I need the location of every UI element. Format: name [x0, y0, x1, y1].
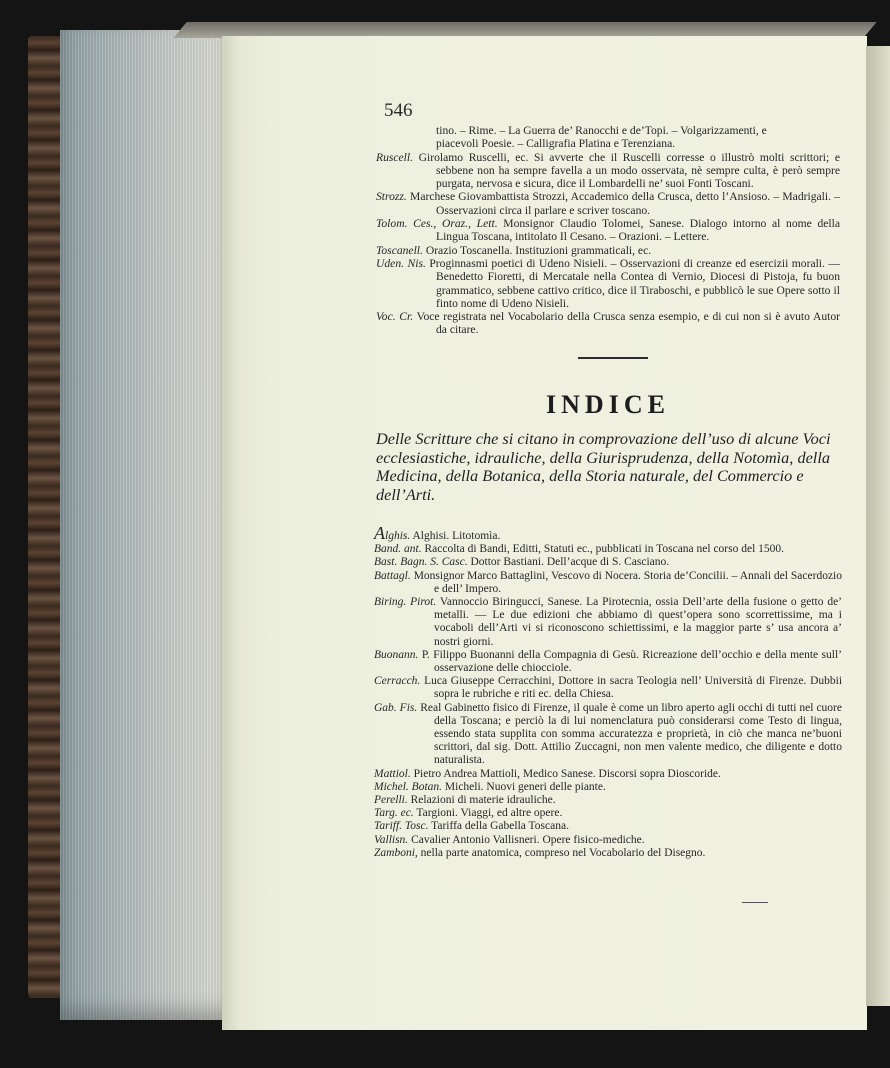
entry-abbreviation: Ruscell.	[376, 150, 414, 164]
entry-text: Proginnasmi poetici di Udeno Nisieli. – Osservazioni di creanze ed esercizii morali. — Benedetto Fioretti, di Mercatale nella Contea di Vernio, Diocesi di Pistoja, fu buon grammatico, sebbene cattivo critico, dice il Tiraboschi, e pubblicò le sue Opere sotto il finto nome di Udeno Nisieli.	[429, 256, 840, 310]
entry-abbreviation: Mattiol.	[374, 767, 411, 780]
index-entry	[374, 675, 842, 701]
entry-abbreviation: Band. ant.	[374, 543, 422, 556]
section-rule	[578, 357, 648, 359]
index-entry	[374, 768, 842, 781]
top-entries	[376, 124, 840, 337]
index-entry	[376, 190, 840, 217]
index-entry-list	[374, 523, 843, 860]
index-entry	[376, 257, 840, 310]
entry-abbreviation: Targ. ec.	[374, 807, 414, 820]
index-entries	[374, 523, 843, 860]
entry-abbreviation: Cerracch.	[374, 675, 421, 688]
index-entry	[376, 244, 840, 257]
entry-text: Marchese Giovambattista Strozzi, Accademico della Crusca, detto l’Ansioso. – Madrigali. – Osservazioni circa il parlare e scriver toscano.	[410, 190, 840, 217]
section-subtitle: Delle Scritture che si citano in comprovazione dell’uso di alcune Voci ecclesiastiche, idrauliche, della Giurisprudenza, della Notomìa, della Medicina, della Botanica, della Storia naturale, del Commercio e dell’Arti.	[376, 429, 831, 504]
entry-abbreviation: Zamboni,	[374, 846, 418, 859]
index-entry	[374, 556, 842, 569]
entry-text: Monsignor Marco Battaglini, Vescovo di Nocera. Storia de’Concilii. – Annali del Sacerdozio e dell’ Impero.	[413, 569, 842, 595]
entry-text: Dottor Bastiani. Dell’acque di S. Casciano.	[470, 556, 670, 569]
entry-abbreviation: Battagl.	[374, 569, 411, 582]
entry-abbreviation: Michel. Botan.	[374, 780, 443, 793]
entry-text: Pietro Andrea Mattioli, Medico Sanese. Discorsi sopra Dioscoride.	[413, 767, 721, 780]
page-mark	[742, 902, 768, 903]
entry-abbreviation: Biring. Pirot.	[374, 596, 437, 609]
entry-abbreviation: Tolom. Ces., Oraz., Lett.	[376, 217, 498, 231]
entry-abbreviation: Uden. Nis.	[376, 256, 426, 270]
entry-abbreviation: Bast. Bagn. S. Casc.	[374, 556, 468, 569]
entry-abbreviation: Vallisn.	[374, 833, 409, 846]
page-edges	[60, 30, 230, 1020]
index-entry	[374, 570, 842, 596]
index-entry	[376, 151, 840, 191]
entry-initial: A	[374, 523, 385, 543]
entry-text: Orazio Toscanella. Instituzioni grammaticali, ec.	[425, 243, 652, 257]
entry-text: P. Filippo Buonanni della Compagnia di Gesù. Ricreazione dell’occhio e della mente sull’ osservazione delle chiocciole.	[421, 648, 843, 675]
entry-text: Monsignor Claudio Tolomei, Sanese. Dialogo intorno al nome della Lingua Toscana, intitolato Il Cesano. – Orazioni. – Lettere.	[436, 217, 840, 244]
entry-text: Real Gabinetto fisico di Firenze, il quale è come un libro aperto agli occhi di tutti nel cuore della Toscana; e perciò la di lui nomenclatura può considerarsi come Testo di lingua, essendo stata supplita con somma accuratezza e proprietà, in ciò che manca ne’buoni scrittori, dal sig. Dott. Attilio Zuccagni, non men valente medico, che diligente e dotto naturalista.	[420, 701, 842, 767]
entry-text: Relazioni di materie idrauliche.	[410, 794, 556, 807]
index-entry	[374, 794, 842, 807]
top-entry-list	[376, 151, 840, 337]
index-entry	[374, 543, 842, 556]
entry-abbreviation: Perelli.	[374, 794, 408, 807]
entry-abbreviation: Strozz.	[376, 190, 407, 204]
continuation-line: piacevoli Poesie. – Calligrafia Platina e Terenziana.	[436, 137, 676, 151]
entry-text: Vannoccio Biringucci, Sanese. La Pirotecnia, ossia Dell’arte della fusione o getto de’ metalli. — Le due edizioni che abbiamo di quest’opera sono scorrettissime, ma i vocaboli dell’Arti vi si riconoscono schiettissimi, e la maggior parte s’ usa ancora a’ nostri giorni.	[434, 596, 842, 648]
continuation-line: tino. – Rime. – La Guerra de’ Ranocchi e de’Topi. – Volgarizzamenti, e	[436, 124, 767, 137]
index-entry	[374, 781, 842, 794]
entry-text: Luca Giuseppe Cerracchini, Dottore in sacra Teologia nell’ Università di Firenze. Dubbii sopra le rubriche e riti ec. della Chiesa.	[424, 675, 843, 701]
section-heading: INDICE	[546, 390, 670, 419]
entry-abbreviation: Tariff. Tosc.	[374, 820, 429, 833]
index-entry	[374, 649, 842, 675]
entry-abbreviation: Gab. Fis.	[374, 701, 418, 714]
index-entry	[374, 847, 842, 860]
entry-text: Tariffa della Gabella Toscana.	[431, 820, 569, 833]
index-entry	[376, 310, 840, 337]
index-entry	[374, 596, 842, 649]
adjacent-page	[866, 46, 890, 1006]
entry-text: Girolamo Ruscelli, ec. Si avverte che il Ruscelli corresse o illustrò molti scrittori; e sebbene non ha sempre favella a un modo osservata, nè sempre culta, è però sempre purgata, nervosa e sicura, dice il Lombardelli ne’ suoi Fonti Toscani.	[418, 150, 840, 191]
entry-abbreviation: Voc. Cr.	[376, 310, 414, 324]
entry-text: Targioni. Viaggi, ed altre opere.	[416, 807, 563, 820]
entry-abbreviation: lghis.	[385, 530, 411, 542]
index-entry	[374, 807, 842, 820]
entry-abbreviation: Buonann.	[374, 648, 419, 661]
index-entry	[376, 217, 840, 244]
entry-text: Alghisi. Litotomìa.	[412, 530, 501, 542]
entry-text: Raccolta di Bandi, Editti, Statuti ec., pubblicati in Toscana nel corso del 1500.	[424, 543, 785, 556]
entry-text: Micheli. Nuovi generi delle piante.	[444, 780, 606, 793]
entry-text: Cavalier Antonio Vallisneri. Opere fisico-mediche.	[411, 833, 645, 846]
index-entry	[374, 702, 842, 768]
page-number: 546	[384, 100, 413, 121]
index-entry	[374, 523, 842, 543]
index-entry	[374, 820, 842, 833]
entry-abbreviation: Toscanell.	[376, 243, 423, 257]
entry-text: nella parte anatomica, compreso nel Vocabolario del Disegno.	[420, 846, 706, 859]
index-entry	[374, 834, 842, 847]
entry-text: Voce registrata nel Vocabolario della Crusca senza esempio, e di cui non si è avuto Autor da citare.	[416, 310, 840, 337]
